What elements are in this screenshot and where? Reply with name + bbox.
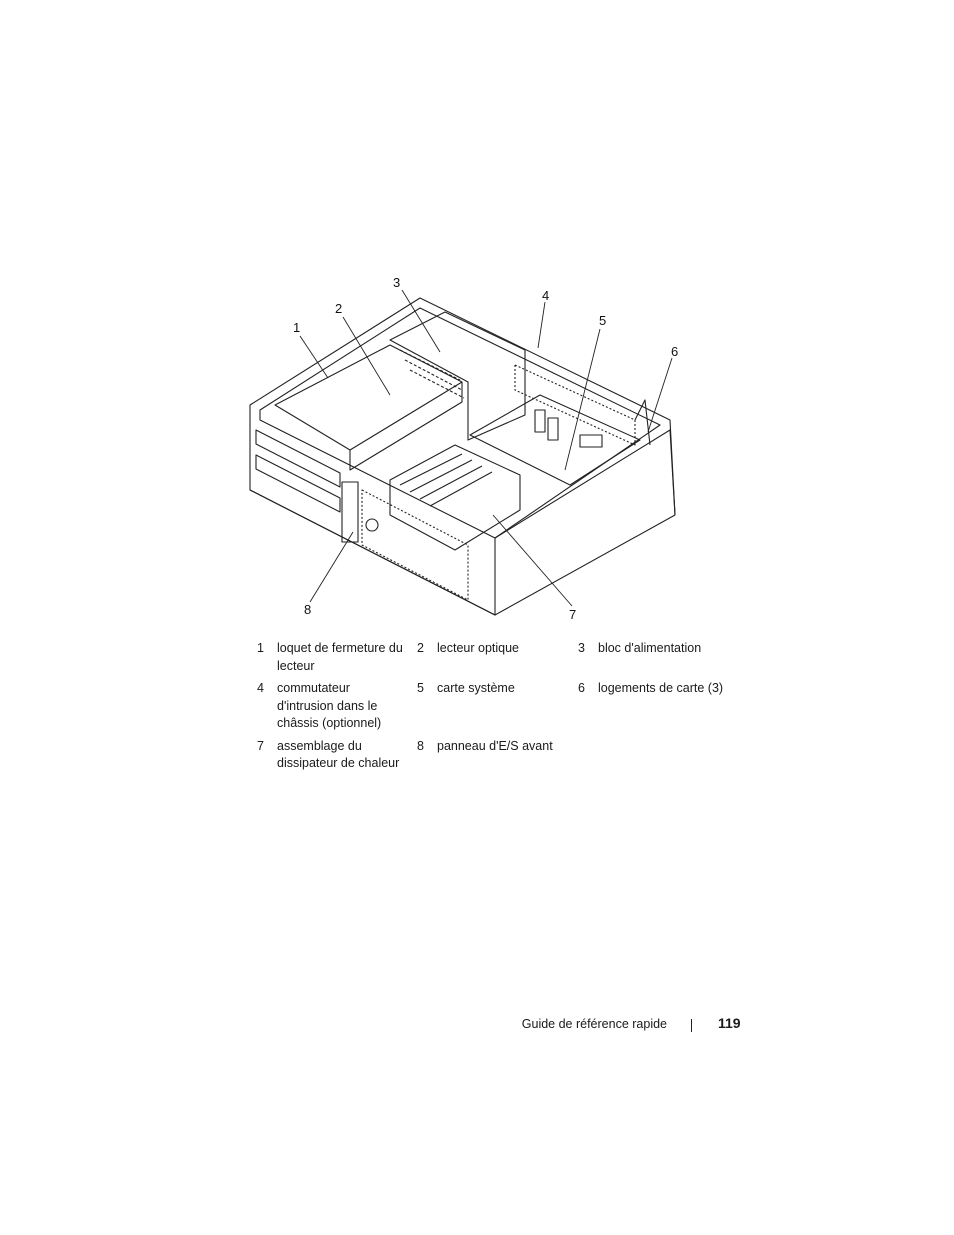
leader-lines [300,290,672,606]
legend-number: 8 [417,738,424,753]
leader-line-8 [310,532,353,602]
legend-label: loquet de fermeture du lecteur [277,641,403,673]
leader-line-7 [493,515,572,606]
heat-sink-fins [400,454,492,506]
legend-item [252,738,412,773]
legend-item [252,640,412,675]
legend-item [412,640,573,675]
chassis-drawing [240,270,700,630]
chassis-top-rim [260,308,660,538]
optical-drive-shape [275,345,462,450]
board-component-a [535,410,545,432]
legend-row [252,738,742,773]
legend-item [573,640,742,675]
leader-line-3 [402,290,440,352]
power-supply-shape [390,312,525,440]
legend-item [573,738,742,773]
board-component-c [580,435,602,447]
legend-label: lecteur optique [437,641,520,655]
callout-2: 2 [335,301,343,316]
legend-label: panneau d'E/S avant [437,738,553,753]
legend-number: 1 [257,641,264,655]
legend-item [573,680,742,733]
card-slots-shape [515,365,635,445]
legend-item [412,680,573,733]
figure-legend [252,640,742,778]
logo-badge [366,519,378,531]
footer-separator [691,1019,692,1032]
chassis-front-edge [250,490,495,615]
legend-label: carte système [437,681,515,695]
legend-row [252,680,742,733]
legend-number: 6 [578,681,585,695]
legend-label [598,738,742,773]
legend-number: 5 [417,681,424,695]
leader-line-2 [343,317,390,395]
optical-drive-side [350,382,462,470]
callout-6: 6 [671,344,679,359]
legend-row [252,640,742,675]
front-vent-grille [362,490,468,600]
power-supply-vents [400,350,464,398]
leader-line-5 [565,329,600,470]
front-io-panel-shape [342,482,358,542]
page-number: 119 [718,1015,741,1031]
legend-number [573,738,598,773]
callout-8: 8 [304,602,312,617]
legend-number: 4 [257,681,264,695]
chassis-side-edge [495,430,675,538]
legend-label: commutateur d'intrusion dans le châssis (optionnel) [277,681,382,730]
footer-title: Guide de référence rapide [521,1017,667,1031]
leader-line-1 [300,336,328,378]
chassis-outline [250,298,675,615]
legend-label: logements de carte (3) [598,681,724,695]
legend-label: bloc d'alimentation [598,641,702,655]
leader-line-4 [538,302,545,348]
board-component-b [548,418,558,440]
callout-7: 7 [569,607,577,622]
leader-line-6 [648,358,672,432]
computer-interior-illustration [240,270,700,630]
optical-bay-lower [256,455,340,512]
legend-item [252,680,412,733]
legend-number: 7 [257,738,264,753]
callout-3: 3 [393,275,401,290]
legend-label: assemblage du dissipateur de chaleur [277,738,400,770]
callout-5: 5 [599,313,607,328]
legend-number: 3 [578,641,585,655]
legend-number: 2 [417,641,424,655]
callout-4: 4 [542,288,550,303]
page-footer [0,1015,954,1035]
legend-item [412,738,573,773]
callout-1: 1 [293,320,301,335]
